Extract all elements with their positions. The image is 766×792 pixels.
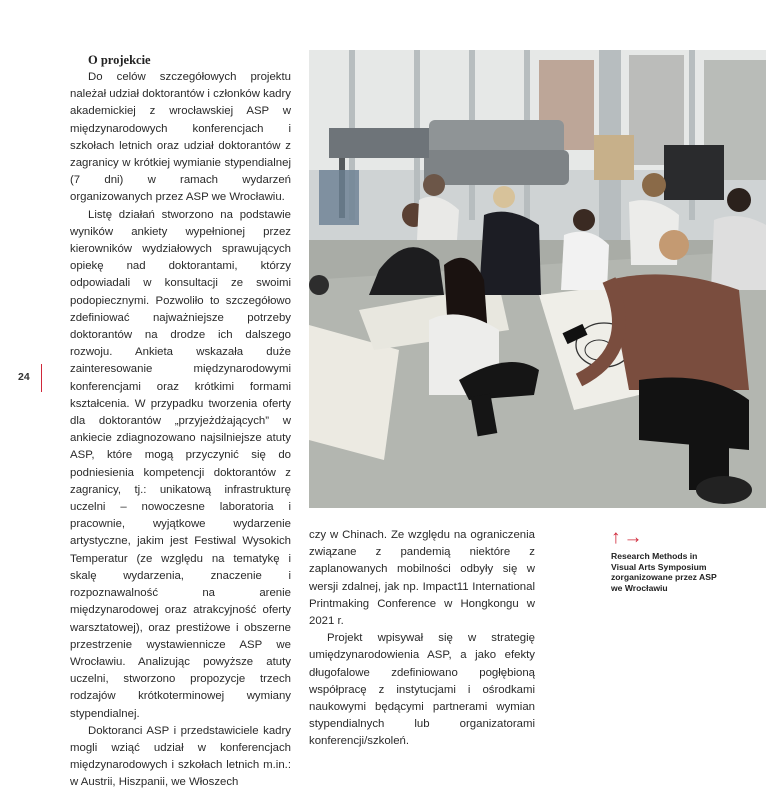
paragraph-4: Projekt wpisywał się w strategię umiędzynarodowienia ASP, a jako efekty długofalowe zdefiniowano pogłębioną współpracę z instytucjami i ośrodkami naukowymi będącymi partnerami wymian stypendialnych lub organizatorami konferencji/szkoleń.: [309, 632, 535, 748]
paragraph-1: Do celów szczegółowych projektu należał udział doktorantów i członków kadry akademickiej z wrocławskiej ASP w międzynarodowych konferencjach i szkołach letnich oraz udział doktorantów z zagranicy w krótkiej wymianie stypendialnej (7 dni) w ramach wydarzeń organizowanych przez ASP we Wrocławiu.: [70, 71, 291, 204]
paragraph-2: Listę działań stworzono na podstawie wyników ankiety wypełnionej przez kierowników wydziałowych sprawujących opiekę nad doktorantami, którzy odpowiadali w konsultacji ze swoimi podopiecznymi. Pozwoliło to szczegółowo zdefiniować najważniejsze potrzeby doktorantów na drodze ich dalszego rozwoju. Ankieta wskazała duże zainteresowanie międzynarodowymi konferencjami oraz krótkimi formami kształcenia. W przypadku tworzenia oferty dla doktorantów „przyjeżdżających” w ankiecie zdiagnozowano najsilniejsze atuty ASP, które mogą przyczynić się do podniesienia kompetencji doktorantów z zagranicy, tj.: unikatową infrastrukturę uczelni – nowoczesne laboratoria i pracownie, wyjątkowe wydarzenie artystyczne, jakim jest Festiwal Wysokich Temperatur (ze względu na tematykę i skalę wydarzenia, znaczenie i rozpoznawalność na arenie międzynarodowej oraz atrakcyjność oferty warsztatowej), oraz prestiżowe i obszerne przestrzenie wystawiennicze ASP we Wrocławiu. Analizując powyższe atuty uczelni, stworzono propozycje trzech rodzajów krótkoterminowej wymiany stypendialnej.: [70, 208, 291, 720]
photo-caption: [611, 527, 721, 593]
workshop-photo: [309, 50, 766, 508]
caption-text: Research Methods in Visual Arts Symposium zorganizowane przez ASP we Wrocławiu: [611, 551, 717, 593]
paragraph-3-continuation: czy w Chinach. Ze względu na ograniczenia związane z pandemią niektóre z zaplanowanych mobilności odbyły się w wersji zdalnej, jak np. Impact11 International Printmaking Conference w Hongkongu w 2021 r.: [309, 529, 535, 628]
page-number: 24: [18, 371, 30, 383]
text-column-left: [70, 51, 291, 792]
page-number-rule: [41, 364, 42, 392]
caption-arrows-icon: ↑→: [611, 527, 646, 548]
section-heading: O projekcie: [88, 53, 151, 67]
workshop-photo-illustration: [309, 50, 766, 508]
paragraph-3: Doktoranci ASP i przedstawiciele kadry mogli wziąć udział w konferencjach międzynarodowych i szkołach letnich m.in.: w Austrii, Hiszpanii, we Włoszech: [70, 724, 291, 789]
text-column-middle: [309, 527, 535, 751]
